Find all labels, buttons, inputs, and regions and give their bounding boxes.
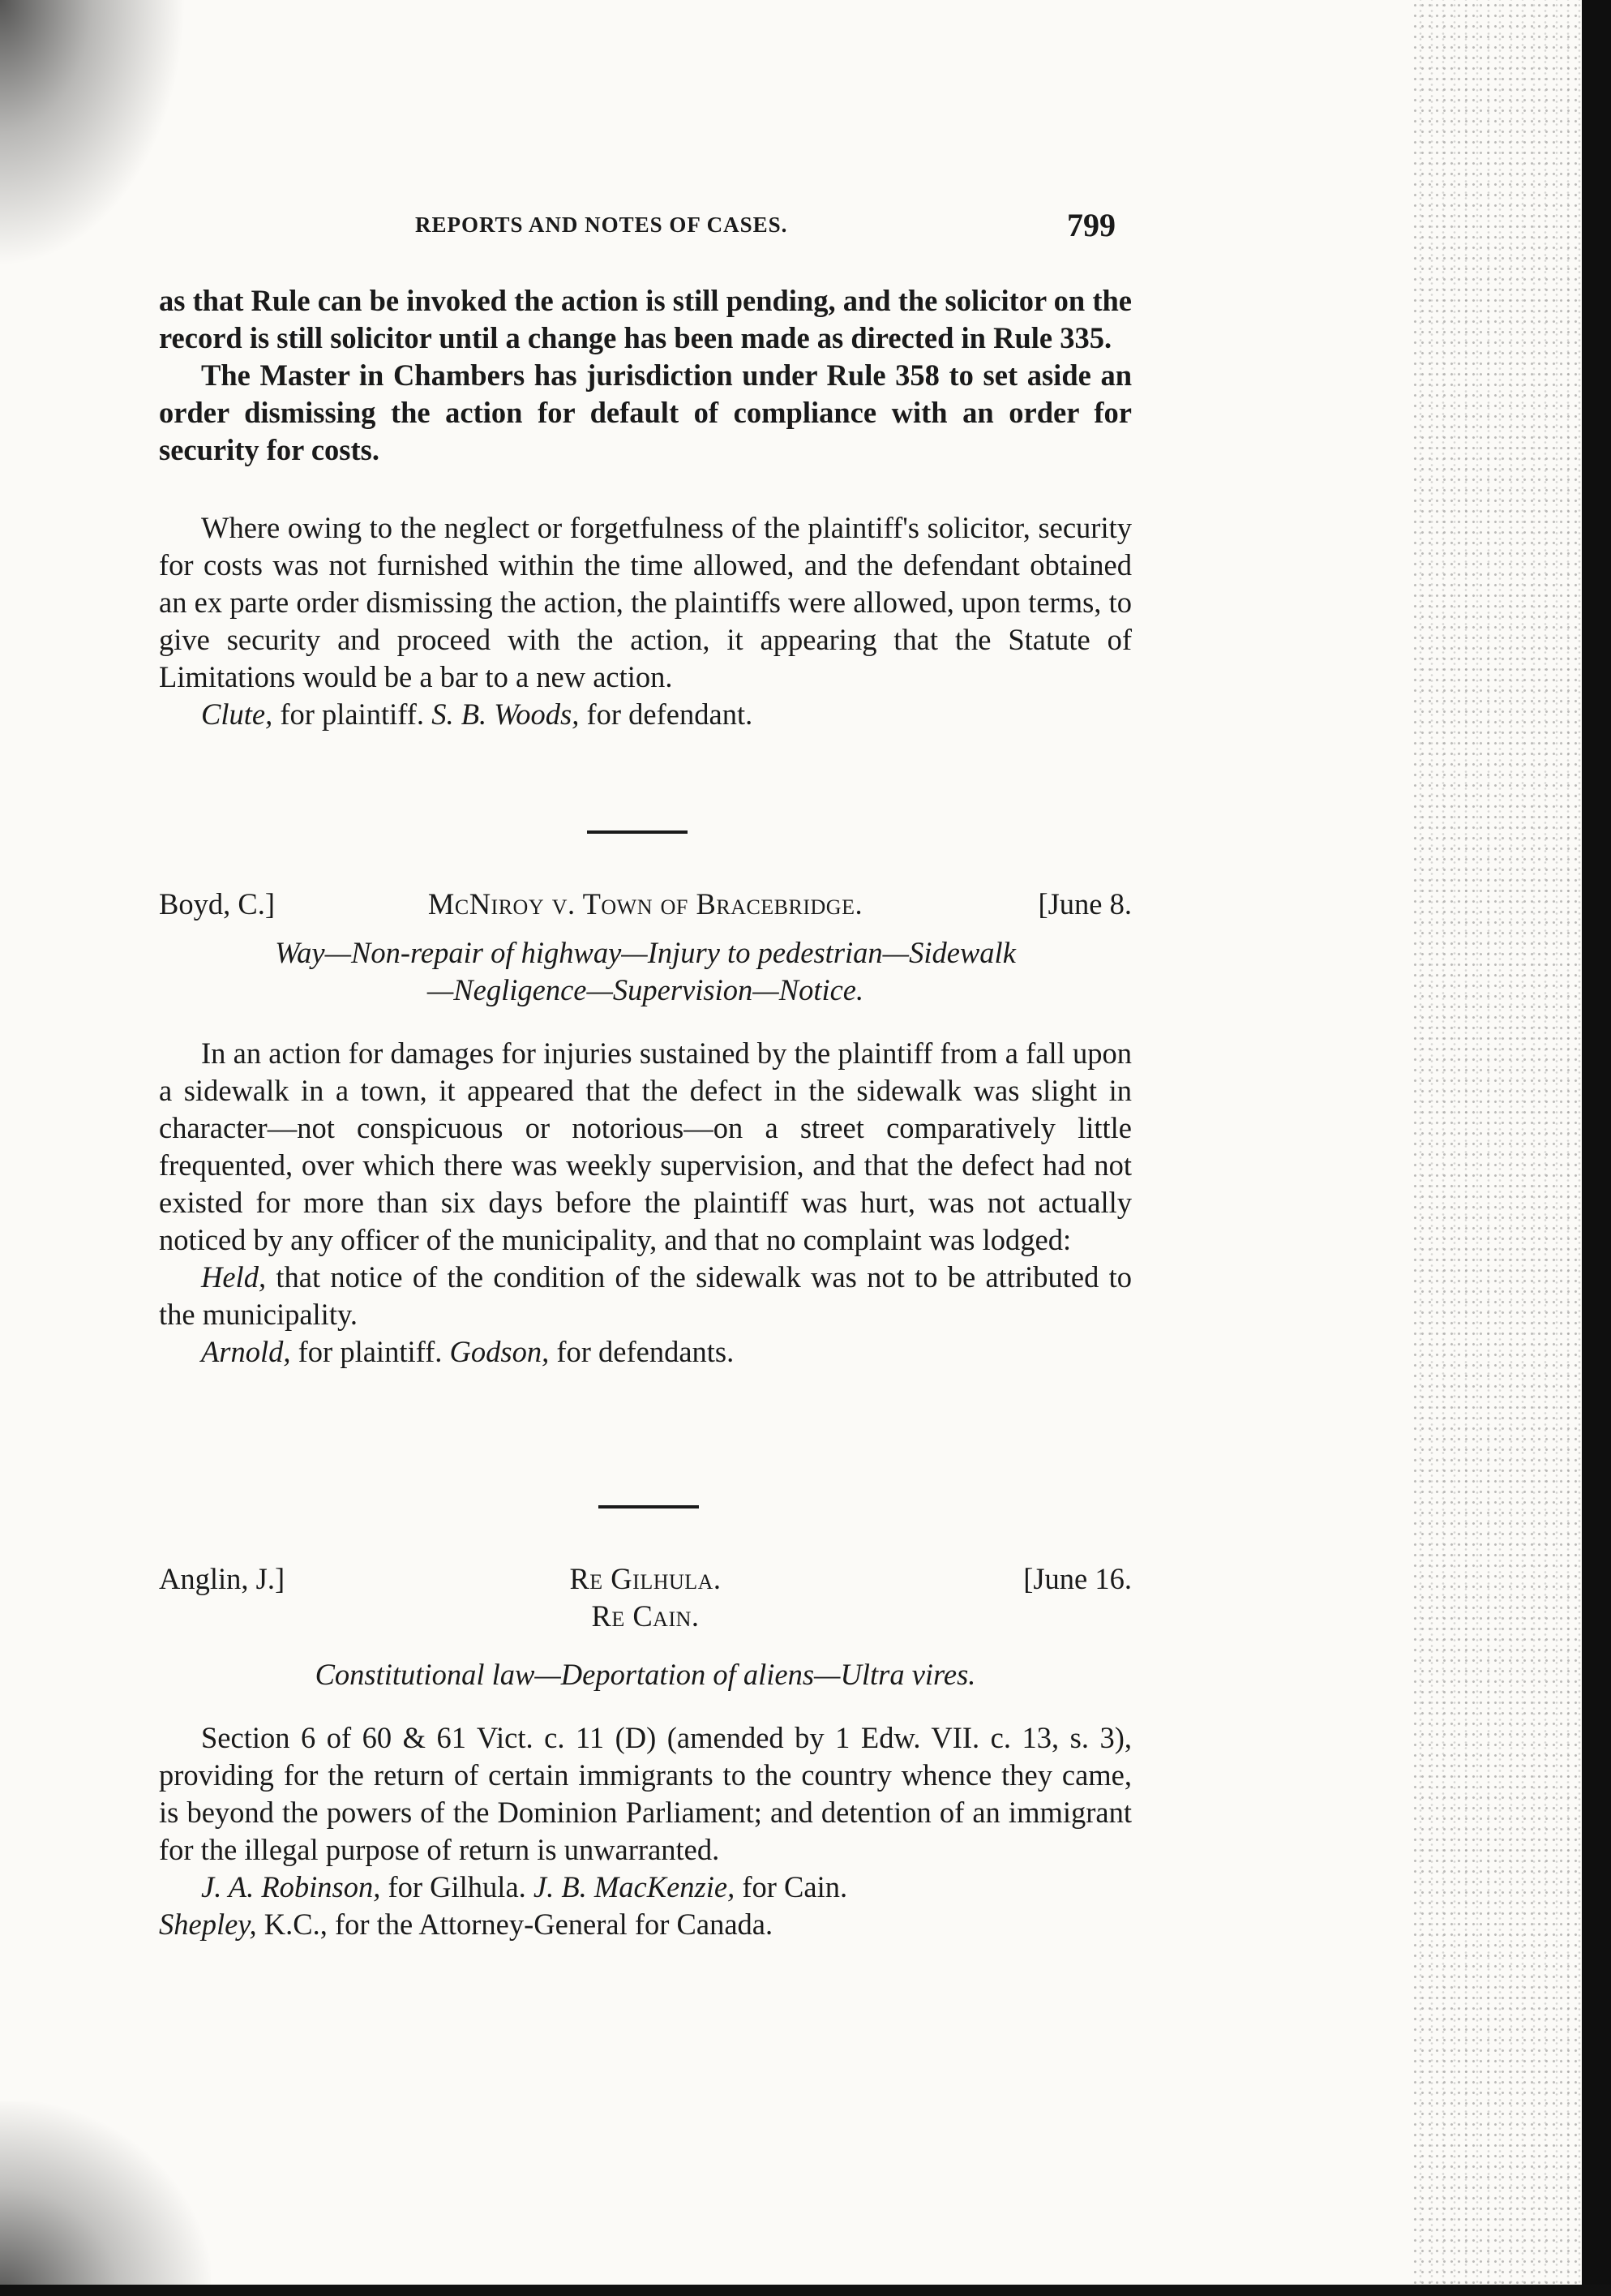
counsel-name: J. A. Robinson, — [201, 1870, 381, 1903]
case-date: [June 8. — [1038, 887, 1132, 921]
counsel-line: Clute, for plaintiff. S. B. Woods, for defendant. — [201, 697, 753, 731]
judge: Anglin, J.] — [159, 1562, 285, 1595]
scan-edge-bottom — [0, 2285, 1611, 2296]
section-divider — [587, 830, 688, 834]
section2-body — [159, 1035, 1132, 1371]
catchwords-line: Way—Non-repair of highway—Injury to pedestrian—Sidewalk — [275, 936, 1016, 969]
held-label: Held, — [201, 1260, 267, 1294]
paragraph: Section 6 of 60 & 61 Vict. c. 11 (D) (amended by 1 Edw. VII. c. 13, s. 3), providing for the return of certain immigrants to the country whence they came, is beyond the powers of the Dominion Parliament; and detention of an immigrant for the illegal purpose of return is unwarranted. — [159, 1721, 1132, 1866]
section1-body-cont — [159, 509, 1132, 733]
section3-body — [159, 1719, 1132, 1943]
counsel-name: Clute, — [201, 697, 273, 731]
case-title: McNiroy v. Town of Bracebridge. — [427, 887, 863, 921]
case-date: [June 16. — [1023, 1562, 1132, 1595]
case-title: Re Gilhula. — [569, 1562, 722, 1595]
counsel-name: Arnold, — [201, 1335, 291, 1368]
running-head: REPORTS AND NOTES OF CASES. — [415, 212, 788, 237]
counsel-line: J. A. Robinson, for Gilhula. J. B. MacKenzie, for Cain. — [201, 1870, 848, 1903]
scan-shadow-top-left — [0, 0, 186, 268]
scan-speckle-right — [1412, 0, 1582, 2296]
case-title: Re Cain. — [591, 1599, 700, 1633]
section-divider — [598, 1505, 699, 1508]
catchwords: Constitutional law—Deportation of aliens—Ultra vires. — [315, 1658, 976, 1691]
counsel-name: S. B. Woods, — [431, 697, 580, 731]
case-caption — [159, 1560, 1132, 1635]
scan-shadow-bottom-left — [0, 2101, 211, 2296]
held-paragraph: Held, that notice of the condition of the sidewalk was not to be attributed to the municipality. — [159, 1260, 1132, 1331]
paragraph: Where owing to the neglect or forgetfulness of the plaintiff's solicitor, security for costs was not furnished within the time allowed, and the defendant obtained an ex parte order dismissing the action, the plaintiffs were allowed, upon terms, to give security and proceed with the action, it appearing that the Statute of Limitations would be a bar to a new action. — [159, 511, 1132, 693]
paragraph: The Master in Chambers has jurisdiction under Rule 358 to set aside an order dismissing the action for default of compliance with an order for security for costs. — [159, 358, 1132, 466]
case-caption — [159, 886, 1132, 923]
page-number: 799 — [1067, 207, 1116, 243]
counsel-name: Shepley, — [159, 1908, 257, 1941]
section1-body — [159, 282, 1132, 469]
counsel-name: J. B. MacKenzie, — [533, 1870, 735, 1903]
counsel-line: Shepley, K.C., for the Attorney-General for Canada. — [159, 1908, 773, 1941]
catchwords-line: —Negligence—Supervision—Notice. — [426, 973, 864, 1006]
counsel-line: Arnold, for plaintiff. Godson, for defendants. — [201, 1335, 735, 1368]
counsel-name: Godson, — [449, 1335, 550, 1368]
scan-edge-right — [1582, 0, 1611, 2296]
catchwords — [159, 934, 1132, 1009]
paragraph: In an action for damages for injuries sustained by the plaintiff from a fall upon a sidewalk in a town, it appeared that the defect in the sidewalk was slight in character—not conspicuous or notorious—on a street comparatively little frequented, over which there was weekly supervision, and that the defect had not existed for more than six days before the plaintiff was hurt, was not actually noticed by any officer of the municipality, and that no complaint was lodged: — [159, 1036, 1132, 1256]
judge: Boyd, C.] — [159, 887, 275, 921]
paragraph: as that Rule can be invoked the action is still pending, and the solicitor on the record is still solicitor until a change has been made as directed in Rule 335. — [159, 284, 1132, 354]
